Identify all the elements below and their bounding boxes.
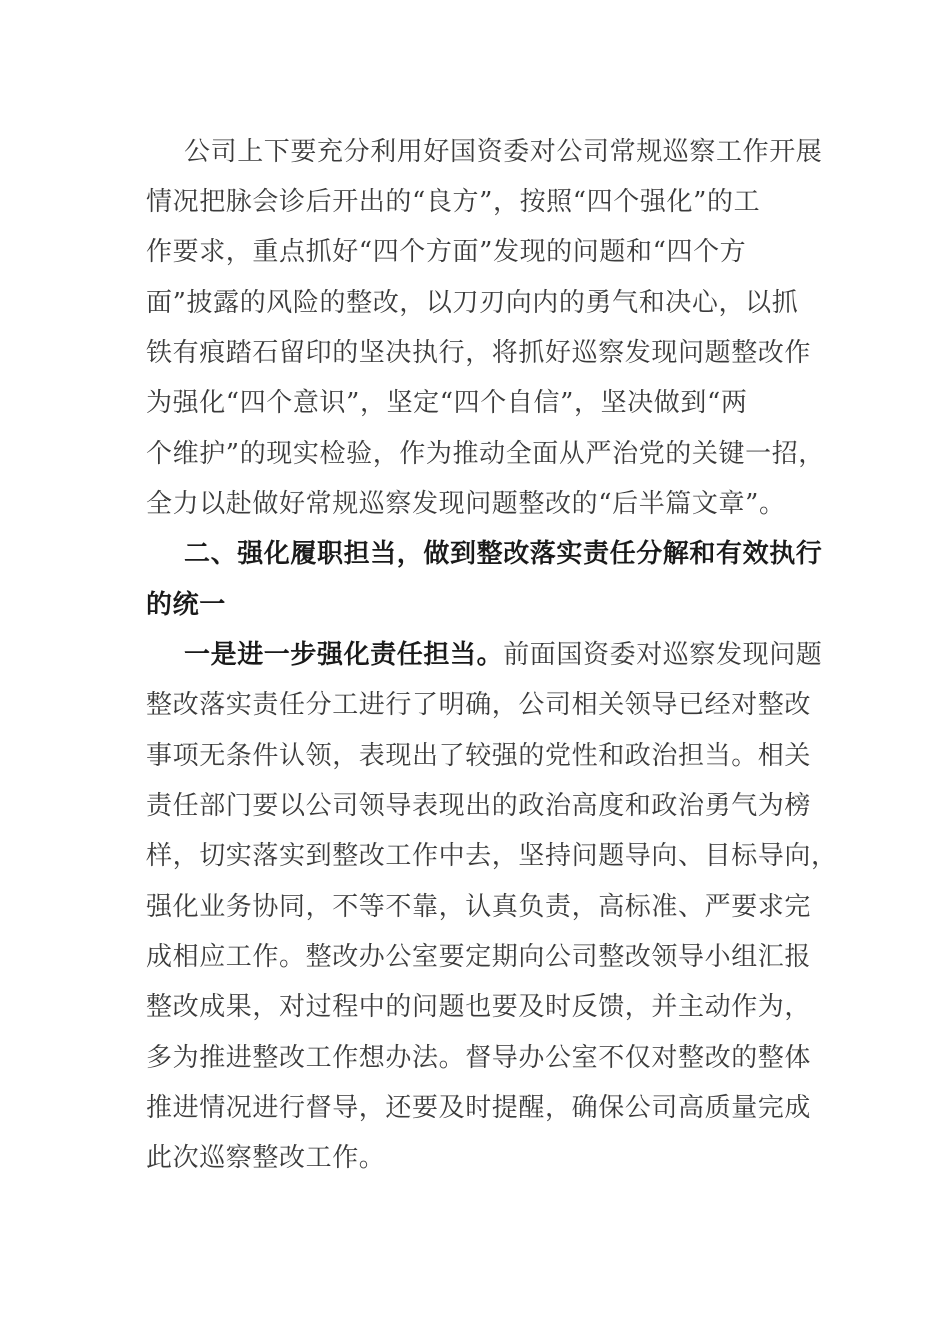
paragraph-2-line-5: 样，切实落实到整改工作中去，坚持问题导向、目标导向， [146, 841, 838, 871]
paragraph-2-line-1 [184, 635, 823, 675]
paragraph-2-line-1-text: 前面国资委对巡察发现问题 [503, 640, 823, 670]
paragraph-2-line-10: 推进情况进行督导，还要及时提醒，确保公司高质量完成 [146, 1093, 812, 1123]
paragraph-2-line-2: 整改落实责任分工进行了明确，公司相关领导已经对整改 [146, 690, 812, 720]
paragraph-2-line-9: 多为推进整改工作想办法。督导办公室不仅对整改的整体 [146, 1043, 812, 1073]
section-2-heading-line-2: 的统一 [146, 590, 226, 620]
paragraph-1-line-5: 铁有痕踏石留印的坚决执行，将抓好巡察发现问题整改作 [146, 338, 812, 368]
paragraph-1-line-4: 面”披露的风险的整改，以刀刃向内的勇气和决心，以抓 [146, 288, 799, 318]
paragraph-2-lead: 一是进一步强化责任担当。 [184, 640, 504, 670]
paragraph-2-line-3: 事项无条件认领，表现出了较强的党性和政治担当。相关 [146, 741, 812, 771]
paragraph-1-line-1: 公司上下要充分利用好国资委对公司常规巡察工作开展 [184, 137, 823, 167]
paragraph-1-line-7: 个维护”的现实检验，作为推动全面从严治党的关键一招， [146, 439, 825, 469]
paragraph-2-line-11: 此次巡察整改工作。 [146, 1143, 386, 1173]
paragraph-1-line-6: 为强化“四个意识”，坚定“四个自信”，坚决做到“两 [146, 388, 748, 418]
paragraph-2-line-6: 强化业务协同，不等不靠，认真负责，高标准、严要求完 [146, 892, 812, 922]
paragraph-2-line-4: 责任部门要以公司领导表现出的政治高度和政治勇气为榜 [146, 791, 812, 821]
section-2-heading-line-1: 二、强化履职担当，做到整改落实责任分解和有效执行 [184, 539, 823, 569]
paragraph-2-line-7: 成相应工作。整改办公室要定期向公司整改领导小组汇报 [146, 942, 812, 972]
paragraph-1-line-2: 情况把脉会诊后开出的“良方”，按照“四个强化”的工 [146, 187, 761, 217]
paragraph-1-line-8: 全力以赴做好常规巡察发现问题整改的“后半篇文章”。 [146, 489, 786, 519]
paragraph-1-line-3: 作要求，重点抓好“四个方面”发现的问题和“四个方 [146, 237, 747, 267]
paragraph-2-line-8: 整改成果，对过程中的问题也要及时反馈，并主动作为， [146, 992, 812, 1022]
